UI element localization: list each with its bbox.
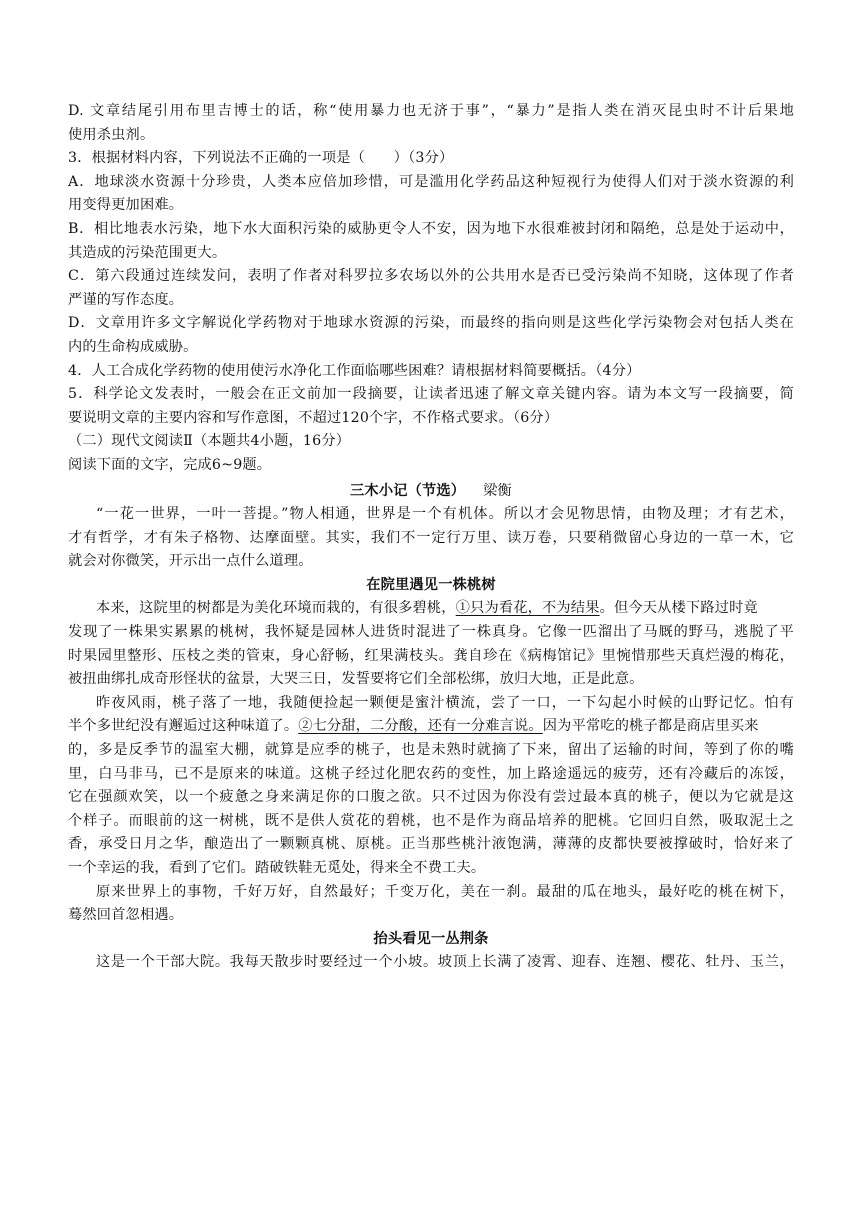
intro-line3: 就会对你微笑，开示出一点什么道理。 xyxy=(68,553,313,570)
question-5-line1: 5．科学论文发表时，一般会在正文前加一段摘要，让读者迅速了解文章关键内容。请为本文写一段摘要，简 xyxy=(68,386,794,403)
para2-line2 xyxy=(68,715,794,739)
subheading-peach-tree: 在院里遇见一株桃树 xyxy=(366,576,496,593)
article-title: 三木小记（节选） xyxy=(350,482,466,499)
para2-line7: 香，承受日月之华，酿造出了一颗颗真桃、原桃。正当那些桃汁液饱满，薄薄的皮都快要被撑破时，恰好来了 xyxy=(68,836,794,853)
para1-line4: 被扭曲绑扎成奇形怪状的盆景，大哭三日，发誓要将它们全部松绑，放归大地，正是此意。 xyxy=(68,671,644,688)
para3-line2: 蓦然回首忽相遇。 xyxy=(68,907,184,924)
para2-line5: 它在强颜欢笑，以一个疲惫之身来满足你的口腹之欲。只不过因为你没有尝过最本真的桃子，便以为它就是这 xyxy=(68,789,794,806)
section-instruction: 阅读下面的文字，完成6~9题。 xyxy=(68,456,272,473)
para1-line2: 发现了一株果实累累的桃树，我怀疑是园林人进货时混进了一株真身。它像一匹溜出了马厩的野马，逃脱了平 xyxy=(68,624,794,641)
article-title-row xyxy=(68,480,794,504)
question-3-option-b-line1: B．相比地表水污染，地下水大面积污染的威胁更令人不安，因为地下水很难被封闭和隔绝，总是处于运动中， xyxy=(68,220,794,237)
para1-line1-text-a: 本来，这院里的树都是为美化环境而栽的，有很多碧桃， xyxy=(96,600,456,617)
para1-line1 xyxy=(68,597,794,621)
subheading-vitex-bush: 抬头看见一丛荆条 xyxy=(373,930,489,947)
question-3-option-c-line2: 严谨的写作态度。 xyxy=(68,291,184,308)
para2-line2-text-a: 半个多世纪没有邂逅过这种味道了。 xyxy=(68,718,299,735)
article-author: 梁衡 xyxy=(483,482,512,499)
question-3-option-a-line1: A．地球淡水资源十分珍贵，人类本应倍加珍惜，可是滥用化学药品这种短视行为使得人们对于淡水资源的利 xyxy=(68,173,794,190)
question-3-option-d-line1: D．文章用许多文字解说化学药物对于地球水资源的污染，而最终的指向则是这些化学污染物会对包括人类在 xyxy=(68,315,794,332)
intro-line1: “一花一世界，一叶一菩提。”物人相通，世界是一个有机体。所以才会见物思情，由物及理；才有艺术， xyxy=(96,506,794,523)
question-3-option-a-line2: 用变得更加困难。 xyxy=(68,197,184,214)
para3-line1: 原来世界上的事物，千好万好，自然最好；千变万化，美在一刹。最甜的瓜在地头，最好吃的桃在树下， xyxy=(96,883,794,900)
question-3-option-c-line1: C．第六段通过连续发问，表明了作者对科罗拉多农场以外的公共用水是否已受污染尚不知晓，这体现了作者 xyxy=(68,268,794,285)
para2-line3: 的，多是反季节的温室大棚，就算是应季的桃子，也是未熟时就摘了下来，留出了运输的时间，等到了你的嘴 xyxy=(68,742,794,759)
underlined-sentence-2: ②七分甜，二分酸，还有一分难言说。 xyxy=(298,718,543,735)
para2-line6: 个样子。而眼前的这一树桃，既不是供人赏花的碧桃，也不是作为商品培养的肥桃。它回归自然，吸取泥土之 xyxy=(68,812,794,829)
para2-line8: 一个幸运的我，看到了它们。踏破铁鞋无觅处，得来全不费工夫。 xyxy=(68,860,486,876)
section-heading: （二）现代文阅读Ⅱ（本题共4小题，16分） xyxy=(68,433,351,450)
question-2-option-d-line1: D. 文章结尾引用布里吉博士的话，称“使用暴力也无济于事”，“暴力”是指人类在消灭昆虫时不计后果地 xyxy=(68,103,794,119)
para2-line1: 昨夜风雨，桃子落了一地，我随便捡起一颗便是蜜汁横流，尝了一口，一下勾起小时候的山野记忆。怕有 xyxy=(96,694,794,711)
question-2-option-d-line2: 使用杀虫剂。 xyxy=(68,126,155,143)
question-5-line2: 要说明文章的主要内容和写作意图，不超过120个字，不作格式要求。（6分） xyxy=(68,409,559,426)
intro-line2: 才有哲学，才有朱子格物、达摩面壁。其实，我们不一定行万里、读万卷，只要稍微留心身边的一草一木，它 xyxy=(68,529,794,546)
question-3-stem: 3．根据材料内容，下列说法不正确的一项是（ ）（3分） xyxy=(68,150,454,167)
para4-line1: 这是一个干部大院。我每天散步时要经过一个小坡。坡顶上长满了凌霄、迎春、连翘、樱花、牡丹、玉兰， xyxy=(96,954,794,971)
para1-line1-text-b: 。但今天从楼下路过时竟 xyxy=(599,600,758,617)
para2-line4: 里，白马非马，已不是原来的味道。这桃子经过化肥农药的变性，加上路途遥远的疲劳，还有冷藏后的冻馁， xyxy=(68,765,794,782)
question-3-option-b-line2: 其造成的污染范围更大。 xyxy=(68,244,227,261)
para1-line3: 时果园里整形、压枝之类的管束，身心舒畅，红果满枝头。龚自珍在《病梅馆记》里惋惜那些天真烂漫的梅花， xyxy=(68,647,794,664)
question-3-option-d-line2: 内的生命构成威胁。 xyxy=(68,338,198,355)
exam-page xyxy=(68,100,794,975)
question-4: 4．人工合成化学药物的使用使污水净化工作面临哪些困难？请根据材料简要概括。（4分） xyxy=(68,362,641,379)
para2-line2-text-b: 因为平常吃的桃子都是商店里买来 xyxy=(542,718,759,735)
underlined-sentence-1: ①只为看花，不为结果 xyxy=(455,600,600,617)
